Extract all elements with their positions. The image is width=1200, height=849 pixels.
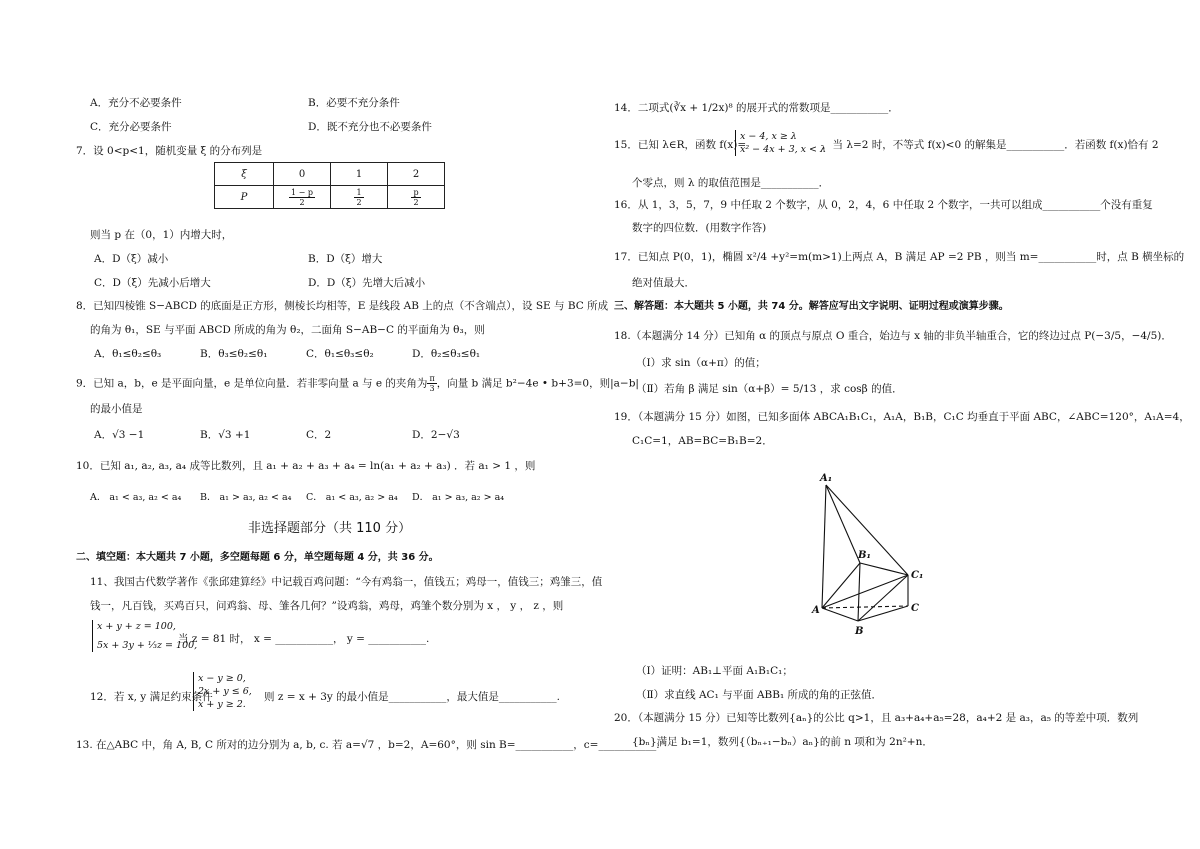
q8-option-c: C．θ₁≤θ₃≤θ₂	[306, 348, 374, 360]
table-cell: ξ	[215, 163, 274, 186]
q9-line2: 的最小值是	[90, 403, 143, 415]
q16-b: 数字的四位数．(用数字作答)	[632, 222, 767, 234]
table-cell: 1	[331, 163, 388, 186]
q8-line2: 的角为 θ₁，SE 与平面 ABCD 所成的角为 θ₂，二面角 S−AB−C 的平面角为 θ₃，则	[90, 324, 485, 336]
edge-a-c-hidden	[822, 606, 908, 608]
q15-piecewise: x − 4, x ≥ λ x² − 4x + 3, x < λ	[735, 130, 826, 156]
q18-c: （Ⅱ）若角 β 满足 sin（α+β）= 5/13 ，求 cosβ 的值．	[636, 383, 903, 395]
q7-stem: 7．设 0<p<1，随机变量 ξ 的分布列是	[76, 145, 263, 157]
q9-option-d: D．2−√3	[412, 429, 460, 441]
label-b: B	[855, 626, 864, 637]
q15-c: 个零点，则 λ 的取值范围是___________．	[632, 177, 830, 189]
q7-option-b: B．D（ξ）增大	[308, 253, 383, 265]
q20-a: 20．（本题满分 15 分）已知等比数列{aₙ}的公比 q>1，且 a₃+a₄+a₅=28，a₄+2 是 a₃，a₅ 的等差中项．数列	[614, 712, 1139, 724]
table-cell: P	[215, 186, 274, 209]
solve-section-title: 三、解答题：本大题共 5 小题，共 74 分。解答应写出文字说明、证明过程或演算步骤。	[614, 301, 1009, 312]
q10-option-d: D． a₁ > a₃, a₂ > a₄	[412, 492, 505, 503]
q20-b: {bₙ}满足 b₁=1，数列{（bₙ₊₁−bₙ）aₙ}的前 n 项和为 2n²+n．	[632, 736, 933, 748]
fraction: $\frac{\pi}{3}$	[429, 374, 435, 393]
edge-a-c1	[822, 575, 908, 608]
fraction: $\frac{1 - p}{2}$	[291, 187, 313, 207]
edge-b1-b	[858, 563, 860, 621]
q19-b: C₁C=1，AB=BC=B₁B=2．	[632, 435, 773, 447]
q10-stem: 10．已知 a₁, a₂, a₃, a₄ 成等比数列，且 a₁ + a₂ + a₃ + a₄ = ln(a₁ + a₂ + a₃) ．若 a₁ > 1 ，则	[76, 460, 536, 472]
q19-d: （Ⅱ）求直线 AC₁ 与平面 ABB₁ 所成的角的正弦值．	[636, 689, 883, 701]
label-b1: B₁	[858, 550, 871, 561]
q15-b: ，当 λ=2 时，不等式 f(x)<0 的解集是___________．若函数 f(x)恰有 2	[822, 139, 1159, 151]
q12-constraint-system: x − y ≥ 0, 2x + y ≤ 6, x + y ≥ 2.	[193, 672, 252, 711]
q10-option-b: B． a₁ > a₃, a₂ < a₄	[200, 492, 292, 503]
edge-a-b	[822, 608, 858, 621]
fraction: $\frac{1}{2}$	[356, 187, 362, 207]
table-cell	[274, 186, 331, 209]
label-a1: A₁	[820, 473, 833, 484]
q17-b: 绝对值最大．	[632, 277, 695, 289]
q7-option-a: A．D（ξ）减小	[94, 253, 169, 265]
q10-option-c: C． a₁ < a₃, a₂ > a₄	[306, 492, 398, 503]
q7-option-d: D．D（ξ）先增大后减小	[308, 277, 426, 289]
q12-tail: 则 z = x + 3y 的最小值是___________，最大值是___________.	[264, 691, 561, 703]
label-a: A	[812, 605, 820, 616]
q8-line1: 8．已知四棱锥 S−ABCD 的底面是正方形，侧棱长均相等，E 是线段 AB 上的点（不含端点），设 SE 与 BC 所成	[76, 300, 609, 312]
q14: 14．二项式(∛x + 1/2x)⁸ 的展开式的常数项是___________．	[614, 102, 899, 114]
q6-option-b: B．必要不充分条件	[308, 97, 400, 109]
q8-option-d: D．θ₂≤θ₃≤θ₁	[412, 348, 481, 360]
q15-a: 15．已知 λ∈R，函数 f(x)=	[614, 139, 747, 151]
table-cell	[331, 186, 388, 209]
edge-a1-b1	[826, 485, 860, 563]
q11-line2: 钱一，凡百钱，买鸡百只，问鸡翁、母、雏各几何？”设鸡翁，鸡母，鸡雏个数分别为 x ， y ， z ，则	[90, 600, 564, 612]
fill-in-title: 二、填空题：本大题共 7 小题，多空题每题 6 分，单空题每题 4 分，共 36 分。	[76, 552, 439, 563]
q9-line1: 9．已知 a，b，e 是平面向量，e 是单位向量．若非零向量 a 与 e 的夹角为 $\frac{\pi}{3}$ ，向量 b 满足 b²−4e • b+3=0，则|a−b|	[76, 374, 639, 393]
q7-distribution-table	[214, 162, 445, 209]
q9-option-a: A．√3 −1	[94, 429, 145, 441]
table-cell: 2	[388, 163, 445, 186]
table-cell	[388, 186, 445, 209]
polyhedron-figure	[800, 465, 940, 640]
q6-option-d: D．既不充分也不必要条件	[308, 121, 432, 133]
edge-b-c1	[858, 575, 908, 621]
q7-follow: 则当 p 在（0，1）内增大时，	[90, 229, 233, 241]
q12-head: 12．若 x, y 满足约束条件	[90, 691, 213, 703]
edge-b1-c1	[860, 563, 908, 575]
q8-option-a: A．θ₁≤θ₂≤θ₃	[94, 348, 162, 360]
q18-a: 18.（本题满分 14 分）已知角 α 的顶点与原点 O 重合，始边与 x 轴的非负半轴重合，它的终边过点 P(−3/5，−4/5)．	[614, 330, 1172, 342]
q10-option-a: A． a₁ < a₃, a₂ < a₄	[90, 492, 182, 503]
q11-tail: 当 z = 81 时， x = ___________， y = ___________.	[178, 633, 430, 645]
q8-option-b: B．θ₃≤θ₂≤θ₁	[200, 348, 268, 360]
q11-line1: 11、我国古代数学著作《张邱建算经》中记载百鸡问题：“今有鸡翁一，值钱五；鸡母一，值钱三；鸡雏三，值	[90, 576, 603, 588]
q9-option-c: C．2	[306, 429, 332, 441]
q6-option-a: A．充分不必要条件	[90, 97, 182, 109]
label-c: C	[911, 603, 919, 614]
edge-a1-c1	[826, 485, 908, 575]
q9-option-b: B．√3 +1	[200, 429, 251, 441]
q13: 13. 在△ABC 中，角 A, B, C 所对的边分别为 a, b, c. 若 a=√7 ，b=2，A=60°，则 sin B=___________，c=___________.	[76, 739, 660, 751]
fraction: $\frac{p}{2}$	[413, 187, 419, 207]
table-cell: 0	[274, 163, 331, 186]
label-c1: C₁	[911, 570, 924, 581]
part2-title: 非选择题部分（共 110 分）	[248, 521, 412, 536]
q17-a: 17．已知点 P(0，1)，椭圆 x²/4 +y²=m(m>1)上两点 A，B 满足 AP =2 PB ，则当 m=___________时，点 B 横坐标的	[614, 251, 1185, 263]
q6-option-c: C．充分必要条件	[90, 121, 172, 133]
edge-a1-a	[822, 485, 826, 608]
q18-b: （Ⅰ）求 sin（α+π）的值；	[636, 357, 766, 369]
q19-c: （Ⅰ）证明：AB₁⊥平面 A₁B₁C₁；	[636, 665, 793, 677]
q19-a: 19．（本题满分 15 分）如图，已知多面体 ABCA₁B₁C₁，A₁A，B₁B，C₁C 均垂直于平面 ABC，∠ABC=120°，A₁A=4，	[614, 411, 1190, 423]
q7-option-c: C．D（ξ）先减小后增大	[94, 277, 211, 289]
q11-equation-system: x + y + z = 100, 5x + 3y + ⅓z = 100,	[92, 620, 197, 652]
q16-a: 16．从 1，3，5，7，9 中任取 2 个数字，从 0，2，4，6 中任取 2 个数字，一共可以组成___________个没有重复	[614, 199, 1153, 211]
